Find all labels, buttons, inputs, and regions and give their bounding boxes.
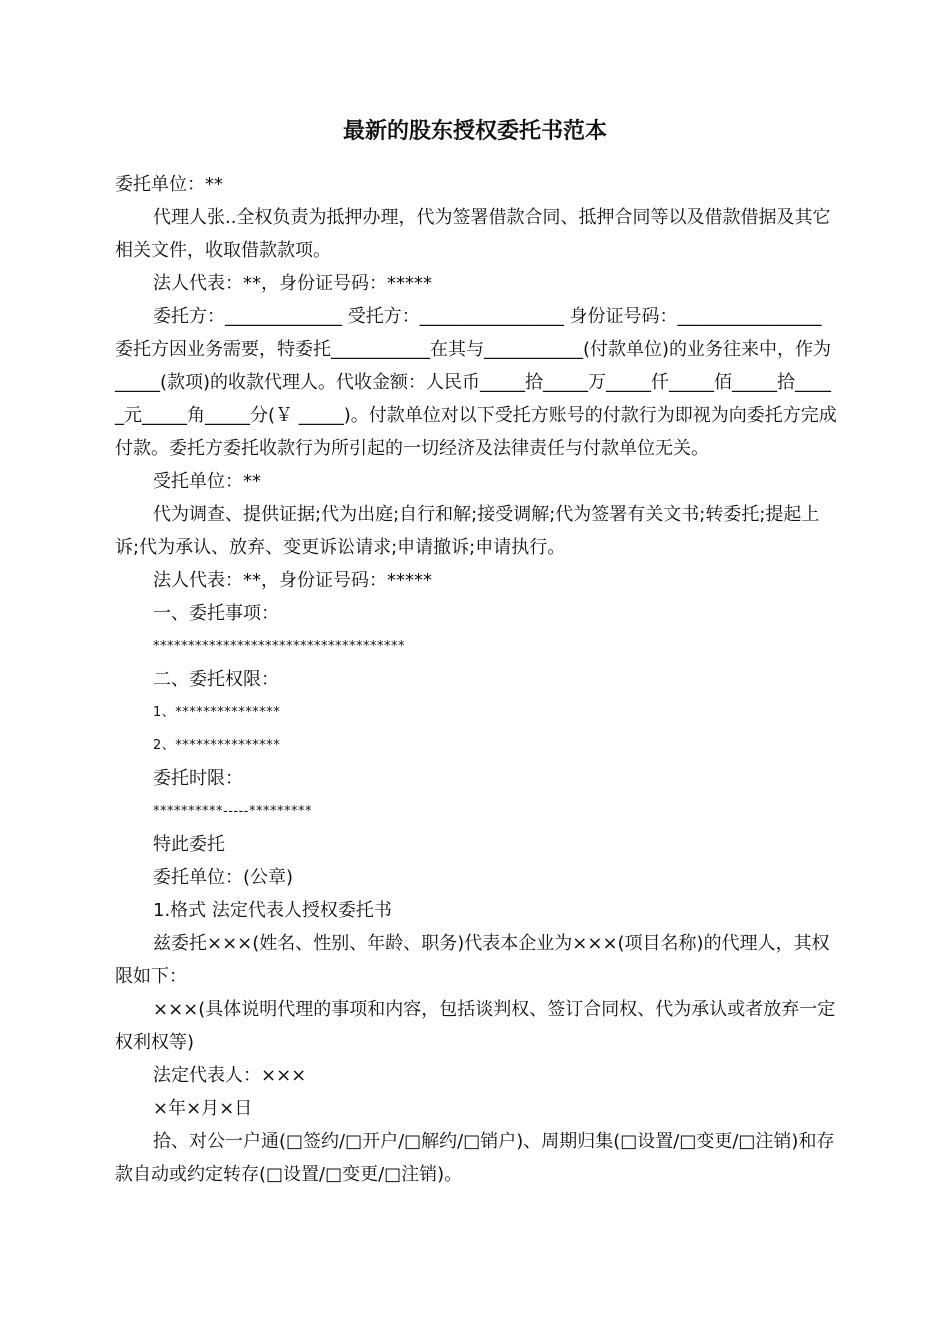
paragraph-hereby-appoint: 兹委托×××(姓名、性别、年龄、职务)代表本企业为×××(项目名称)的代理人，其权限如下： bbox=[115, 933, 830, 987]
paragraph-legal-representative: 法定代表人：××× bbox=[153, 1065, 307, 1086]
document-title: 最新的股东授权委托书范本 bbox=[342, 119, 607, 144]
paragraph-litigation-powers: 代为调查、提供证据;代为出庭;自行和解;接受调解;代为签署有关文书;转委托;提起上诉;代为承认、放弃、变更诉讼请求;申请撤诉;申请执行。 bbox=[115, 504, 820, 558]
paragraph-period-placeholder: **********-----********* bbox=[153, 804, 312, 819]
paragraph-corporate-account: 拾、对公一户通(□签约/□开户/□解约/□销户)、周期归集(□设置/□变更/□注销)和存款自动或约定转存(□设置/□变更/□注销)。 bbox=[115, 1131, 835, 1185]
paragraph-entrusted-unit: 受托单位：** bbox=[153, 471, 261, 492]
paragraph-hereby-entrust: 特此委托 bbox=[153, 834, 225, 855]
heading-entrustment-period: 委托时限： bbox=[153, 768, 243, 789]
paragraph-collection-agency: 委托方：_____________ 受托方：________________ 身份证号码：________________ 委托方因业务需要，特委托___________在其与___________(付款单位)的业务往来中，作为_____(款项)的收款代理人。代收金额：人民币_____拾_____万_____仟_____佰_____拾_____元_____角_____分(￥ _____)。付款单位对以下受托方账号的付款行为即视为向委托方完成付款。委托方委托收款行为所引起的一切经济及法律责任与付款单位无关。 bbox=[115, 306, 837, 459]
paragraph-legal-rep-2: 法人代表：**，身份证号码：***** bbox=[153, 570, 432, 591]
list-item-authority-1: 1、*************** bbox=[153, 705, 281, 720]
document-body bbox=[115, 168, 837, 1191]
list-item-authority-2: 2、*************** bbox=[153, 738, 281, 753]
paragraph-entrusting-unit: 委托单位：** bbox=[115, 174, 223, 195]
paragraph-unit-seal: 委托单位：(公章) bbox=[153, 867, 294, 888]
heading-format: 1.格式 法定代表人授权委托书 bbox=[153, 900, 392, 921]
paragraph-agent-authority: 代理人张..全权负责为抵押办理，代为签署借款合同、抵押合同等以及借款借据及其它相关文件，收取借款款项。 bbox=[115, 207, 831, 261]
paragraph-legal-rep-1: 法人代表：**，身份证号码：***** bbox=[153, 273, 432, 294]
heading-entrusted-authority: 二、委托权限： bbox=[153, 669, 279, 690]
paragraph-agency-details: ×××(具体说明代理的事项和内容，包括谈判权、签订合同权、代为承认或者放弃一定权利权等) bbox=[115, 999, 836, 1053]
paragraph-matters-placeholder: ************************************ bbox=[153, 639, 405, 654]
heading-entrusted-matters: 一、委托事项： bbox=[153, 603, 279, 624]
paragraph-date: ×年×月×日 bbox=[153, 1098, 253, 1119]
